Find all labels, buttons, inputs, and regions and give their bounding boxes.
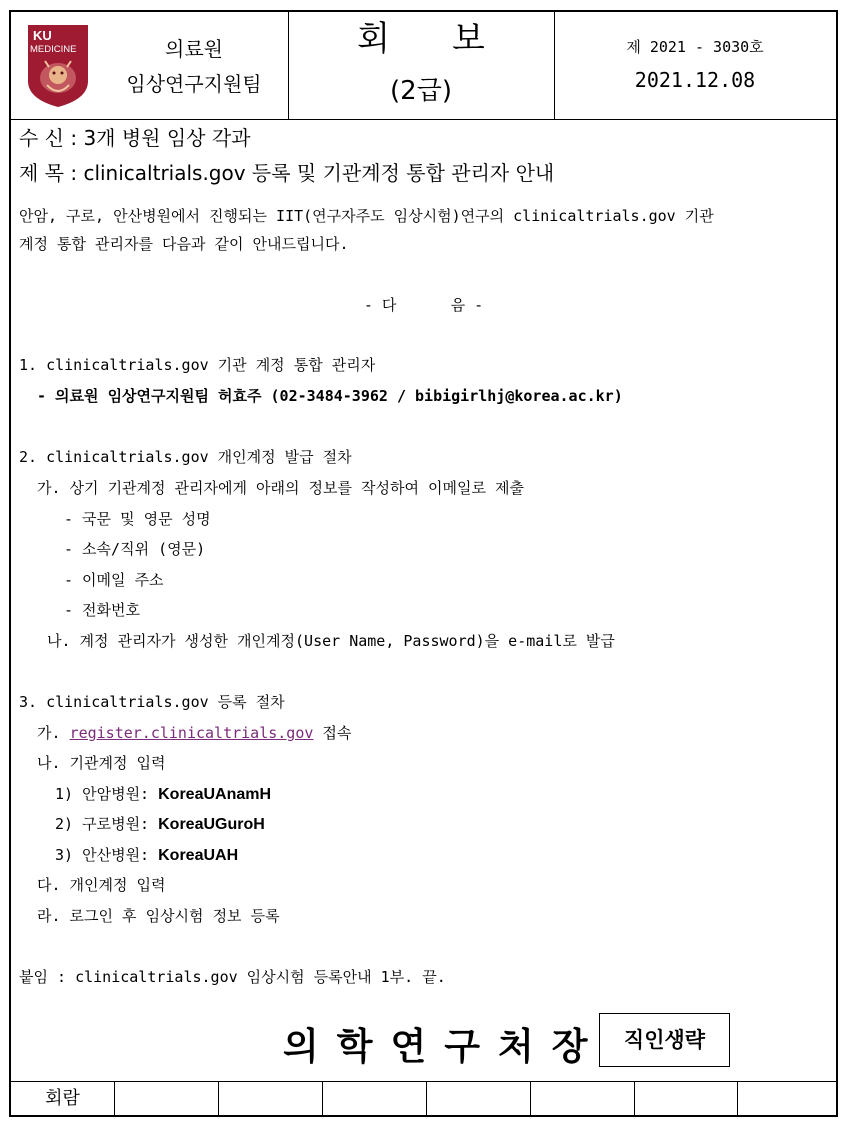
circulation-cell[interactable] <box>323 1082 427 1115</box>
attachment-line: 붙임 : clinicaltrials.gov 임상시험 등록안내 1부. 끝. <box>19 968 446 986</box>
issuer-cell <box>11 12 289 119</box>
account-label: 1) 안암병원: <box>55 785 159 803</box>
section-3-step-ga <box>37 722 351 743</box>
notice-heading: - 다 음 - <box>363 296 484 314</box>
subject-line: 제 목 : clinicaltrials.gov 등록 및 기관계정 통합 관리자 안내 <box>19 161 555 185</box>
account-value: KoreaUAH <box>158 847 239 864</box>
issuer-org: 의료원 <box>165 37 223 61</box>
document-grade: (2급) <box>390 76 452 106</box>
list-item: - 전화번호 <box>64 601 141 619</box>
section-3-step-ra: 라. 로그인 후 임상시험 정보 등록 <box>37 907 280 925</box>
account-label: 3) 안산병원: <box>55 846 159 864</box>
issuer-team-name: 임상연구지원팀 <box>126 72 262 96</box>
circulation-cell[interactable] <box>115 1082 219 1115</box>
section-3-step-na: 나. 기관계정 입력 <box>37 754 166 772</box>
recipient-line: 수 신 : 3개 병원 임상 각과 <box>19 126 251 150</box>
title-cell <box>288 12 555 119</box>
intro-line-2: 계정 통합 관리자를 다음과 같이 안내드립니다. <box>19 235 349 253</box>
circulation-cell[interactable] <box>738 1082 836 1115</box>
list-item: - 국문 및 영문 성명 <box>64 510 211 528</box>
account-label: 2) 구로병원: <box>55 815 159 833</box>
section-1-admin: - 의료원 임상연구지원팀 허효주 (02-3484-3962 / bibigirlhj@korea.ac.kr) <box>37 387 623 405</box>
logo-text-medicine: MEDICINE <box>30 44 77 55</box>
circulation-label: 회람 <box>11 1082 115 1115</box>
section-1-title: 1. clinicaltrials.gov 기관 계정 통합 관리자 <box>19 356 376 374</box>
section-2-step-ga: 가. 상기 기관계정 관리자에게 아래의 정보를 작성하여 이메일로 제출 <box>37 479 524 497</box>
section-2-step-na: 나. 계정 관리자가 생성한 개인계정(User Name, Password)을 e-mail로 발급 <box>47 632 615 650</box>
step-ga-prefix: 가. <box>37 724 70 742</box>
section-3-step-da: 다. 개인계정 입력 <box>37 876 166 894</box>
list-item: - 소속/직위 (영문) <box>64 540 206 558</box>
account-row <box>55 813 265 834</box>
logo-text-ku: KU <box>33 28 52 43</box>
document-title: 회보 <box>357 19 547 59</box>
intro-line-1: 안암, 구로, 안산병원에서 진행되는 IIT(연구자주도 임상시험)연구의 clinicaltrials.gov 기관 <box>19 207 714 225</box>
circulation-cell[interactable] <box>635 1082 738 1115</box>
account-value: KoreaUAnamH <box>158 786 272 803</box>
circulation-row <box>11 1081 836 1115</box>
document-header <box>11 12 836 120</box>
number-date-cell <box>554 12 836 119</box>
section-2-title: 2. clinicaltrials.gov 개인계정 발급 절차 <box>19 448 352 466</box>
list-item: - 이메일 주소 <box>64 571 164 589</box>
seal-omitted-box: 직인생략 <box>599 1013 730 1067</box>
document-number: 제 2021 - 3030호 <box>626 38 764 56</box>
section-3-title: 3. clinicaltrials.gov 등록 절차 <box>19 693 285 711</box>
issuer-team <box>107 32 281 102</box>
register-link[interactable]: register.clinicaltrials.gov <box>69 724 314 742</box>
document-date: 2021.12.08 <box>634 68 756 92</box>
signature-title: 의학연구처장 <box>283 1025 606 1068</box>
account-value: KoreaUGuroH <box>158 816 265 833</box>
account-row <box>55 783 271 804</box>
circulation-cell[interactable] <box>531 1082 635 1115</box>
step-ga-suffix: 접속 <box>313 724 352 742</box>
ku-medicine-logo <box>25 23 91 108</box>
document-frame <box>9 10 838 1117</box>
circulation-cell[interactable] <box>427 1082 531 1115</box>
circulation-cell[interactable] <box>219 1082 323 1115</box>
account-row <box>55 844 238 865</box>
